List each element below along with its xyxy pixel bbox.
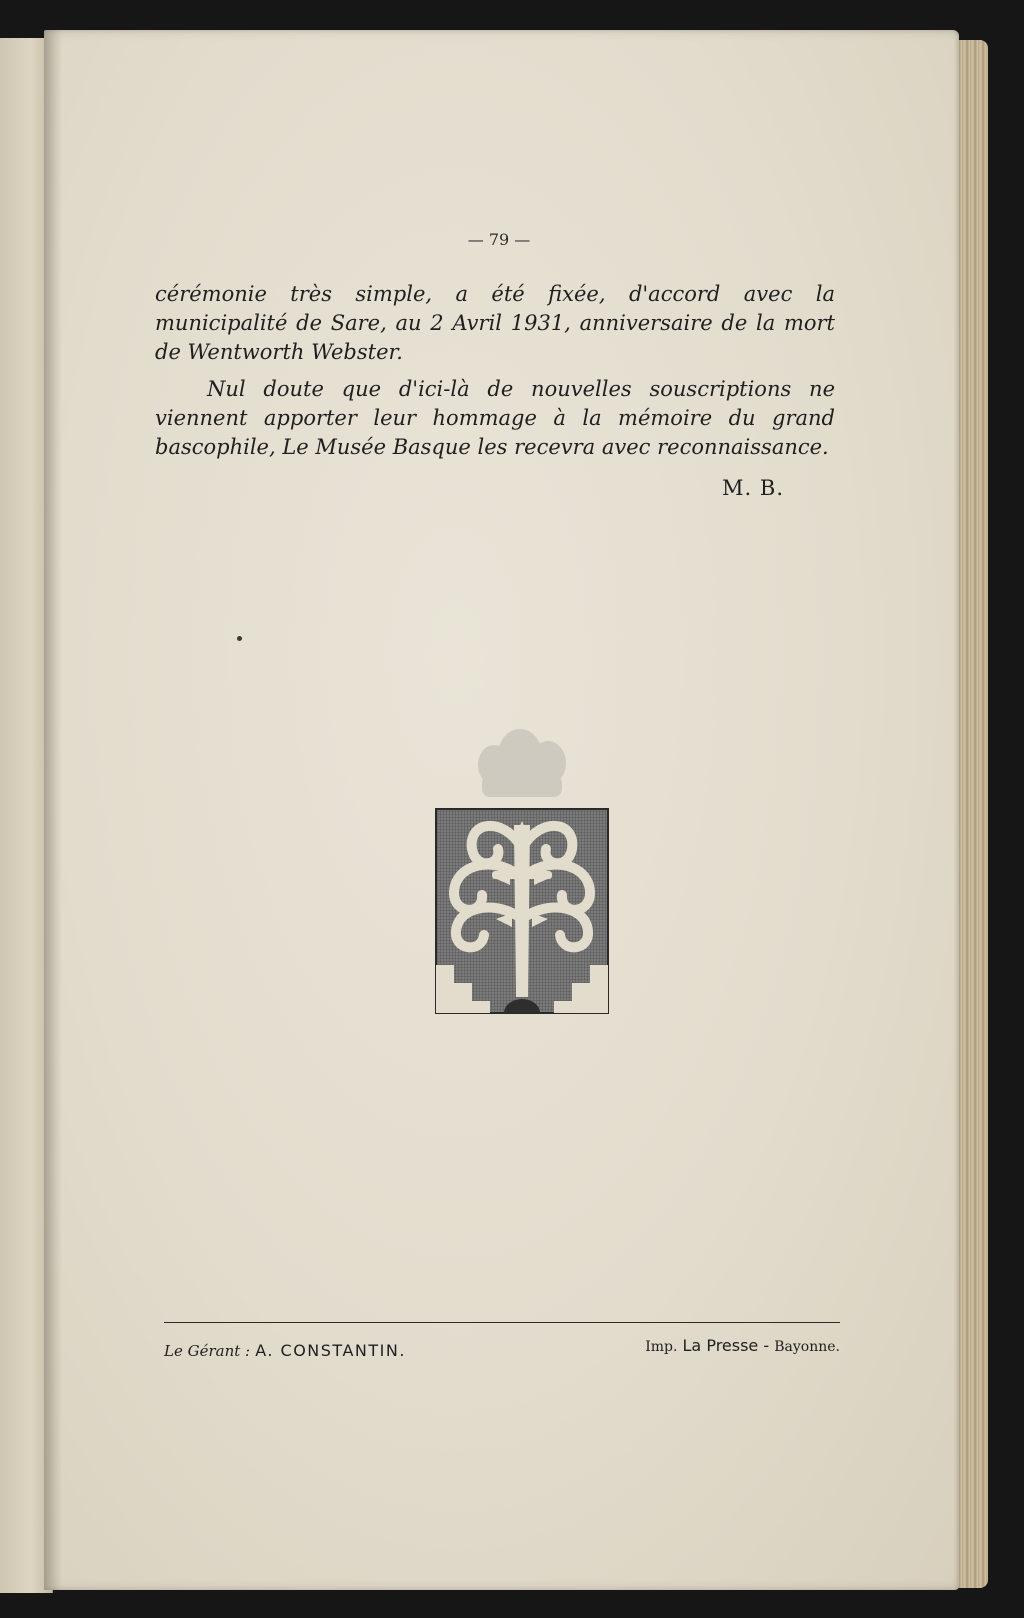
basque-tree-emblem-icon xyxy=(432,725,612,1037)
paragraph-2: Nul doute que d'ici-là de nouvelles souscriptions ne viennent apporter leur hommage à la mémoire du grand bascophile, Le Musée Basque les recevra avec reconnaissance. xyxy=(155,377,835,459)
signature: M. B. xyxy=(722,476,784,500)
footer-gerant xyxy=(164,1341,406,1360)
footer-rule xyxy=(164,1322,840,1323)
body-text xyxy=(155,280,835,462)
gerant-label: Le Gérant : xyxy=(164,1342,251,1360)
spine-shadow xyxy=(44,30,62,1590)
ink-speck xyxy=(237,636,242,641)
paragraph-1: cérémonie très simple, a été fixée, d'accord avec la municipalité de Sare, au 2 Avril 1931, anniversaire de la mort de Wentworth Webster. xyxy=(155,282,835,364)
imprimeur-separator: - xyxy=(763,1336,770,1355)
page-number: — 79 — xyxy=(467,230,531,249)
imprimeur-prefix: Imp. xyxy=(645,1339,678,1355)
imprimeur-city: Bayonne. xyxy=(774,1339,840,1355)
footer-imprimeur xyxy=(570,1336,840,1355)
imprimeur-name: La Presse xyxy=(682,1336,759,1355)
book-page xyxy=(44,30,959,1590)
gerant-name: A. CONSTANTIN. xyxy=(255,1341,406,1360)
